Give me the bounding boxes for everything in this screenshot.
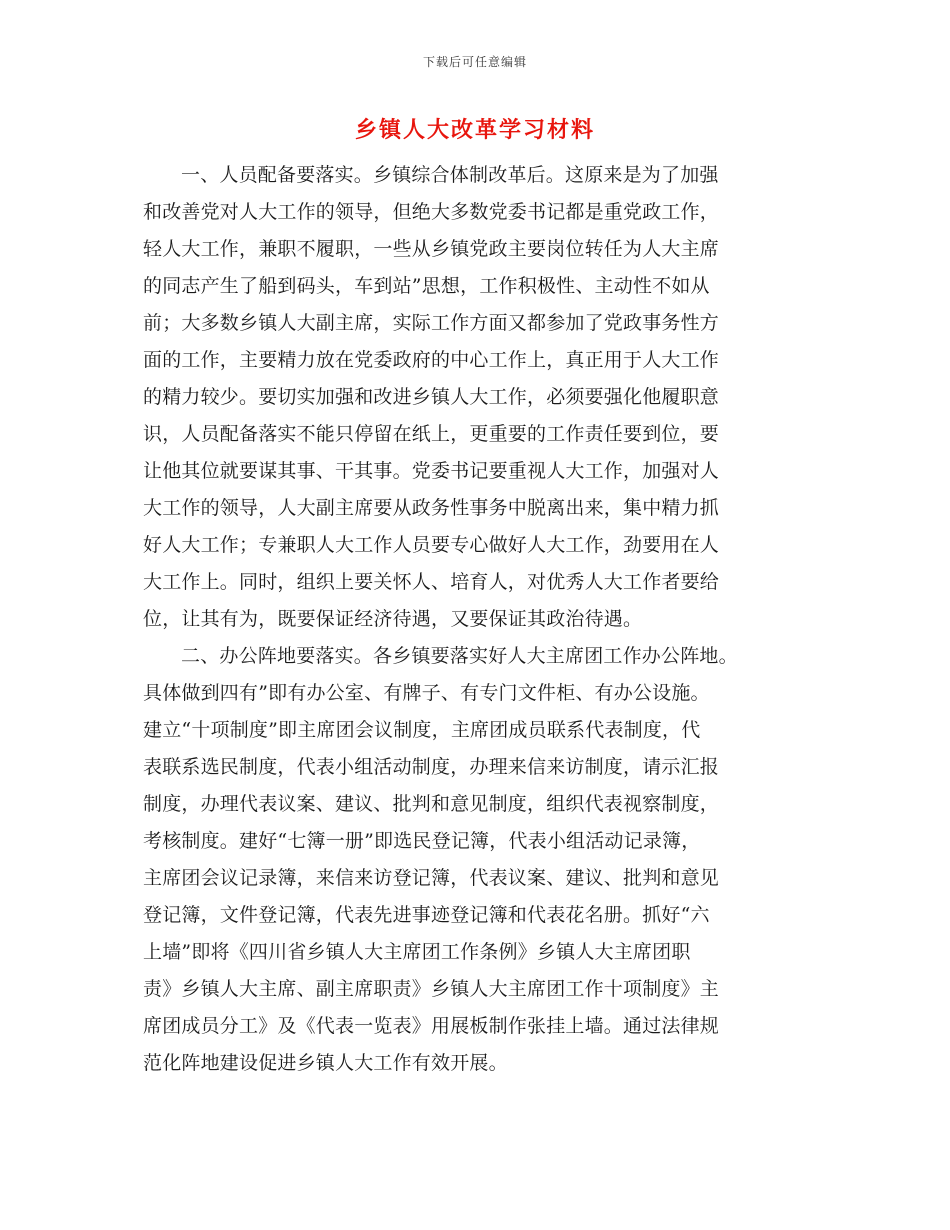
header-note: 下载后可任意编辑 bbox=[422, 55, 527, 69]
body-line: 主席团会议记录簿，来信来访登记簿，代表议案、建议、批判和意见 bbox=[143, 867, 720, 889]
body-line: 让他其位就要谋其事、干其事。党委书记要重视人大工作，加强对人 bbox=[143, 460, 720, 482]
body-line: 一、人员配备要落实。乡镇综合体制改革后。这原来是为了加强 bbox=[181, 164, 719, 186]
body-line: 大工作的领导，人大副主席要从政务性事务中脱离出来，集中精力抓 bbox=[143, 497, 720, 519]
body-line: 表联系选民制度，代表小组活动制度，办理来信来访制度，请示汇报 bbox=[143, 756, 720, 778]
body-line: 考核制度。建好“七簿一册”即选民登记簿，代表小组活动记录簿， bbox=[143, 830, 701, 852]
body-line: 大工作上。同时，组织上要关怀人、培育人，对优秀人大工作者要给 bbox=[143, 571, 720, 593]
body-line: 的同志产生了船到码头，车到站”思想，工作积极性、主动性不如从 bbox=[143, 275, 710, 297]
body-line: 面的工作，主要精力放在党委政府的中心工作上，真正用于人大工作 bbox=[143, 349, 720, 371]
body-line: 好人大工作；专兼职人大工作人员要专心做好人大工作，劲要用在人 bbox=[143, 534, 720, 556]
body-line: 识，人员配备落实不能只停留在纸上，更重要的工作责任要到位，要 bbox=[143, 423, 720, 445]
document-title: 乡镇人大改革学习材料 bbox=[354, 117, 595, 143]
body-line: 轻人大工作，兼职不履职，一些从乡镇党政主要岗位转任为人大主席 bbox=[143, 238, 720, 260]
body-line: 责》乡镇人大主席、副主席职责》乡镇人大主席团工作十项制度》主 bbox=[143, 978, 720, 1000]
body-line: 建立“十项制度”即主席团会议制度，主席团成员联系代表制度，代 bbox=[143, 719, 701, 741]
body-line: 位，让其有为，既要保证经济待遇，又要保证其政治待遇。 bbox=[143, 608, 643, 630]
body-line: 具体做到四有”即有办公室、有牌子、有专门文件柜、有办公设施。 bbox=[143, 682, 710, 704]
body-line: 的精力较少。要切实加强和改进乡镇人大工作，必须要强化他履职意 bbox=[143, 386, 720, 408]
body-line: 上墙”即将《四川省乡镇人大主席团工作条例》乡镇人大主席团职 bbox=[143, 941, 691, 963]
body-line: 前；大多数乡镇人大副主席，实际工作方面又都参加了党政事务性方 bbox=[143, 312, 720, 334]
body-line: 制度，办理代表议案、建议、批判和意见制度，组织代表视察制度， bbox=[143, 793, 720, 815]
body-line: 范化阵地建设促进乡镇人大工作有效开展。 bbox=[143, 1052, 508, 1074]
body-line: 和改善党对人大工作的领导，但绝大多数党委书记都是重党政工作， bbox=[143, 201, 720, 223]
body-line: 二、办公阵地要落实。各乡镇要落实好人大主席团工作办公阵地。 bbox=[181, 645, 738, 667]
body-line: 席团成员分工》及《代表一览表》用展板制作张挂上墙。通过法律规 bbox=[143, 1015, 720, 1037]
body-line: 登记簿，文件登记簿，代表先进事迹登记簿和代表花名册。抓好“六 bbox=[143, 904, 710, 926]
